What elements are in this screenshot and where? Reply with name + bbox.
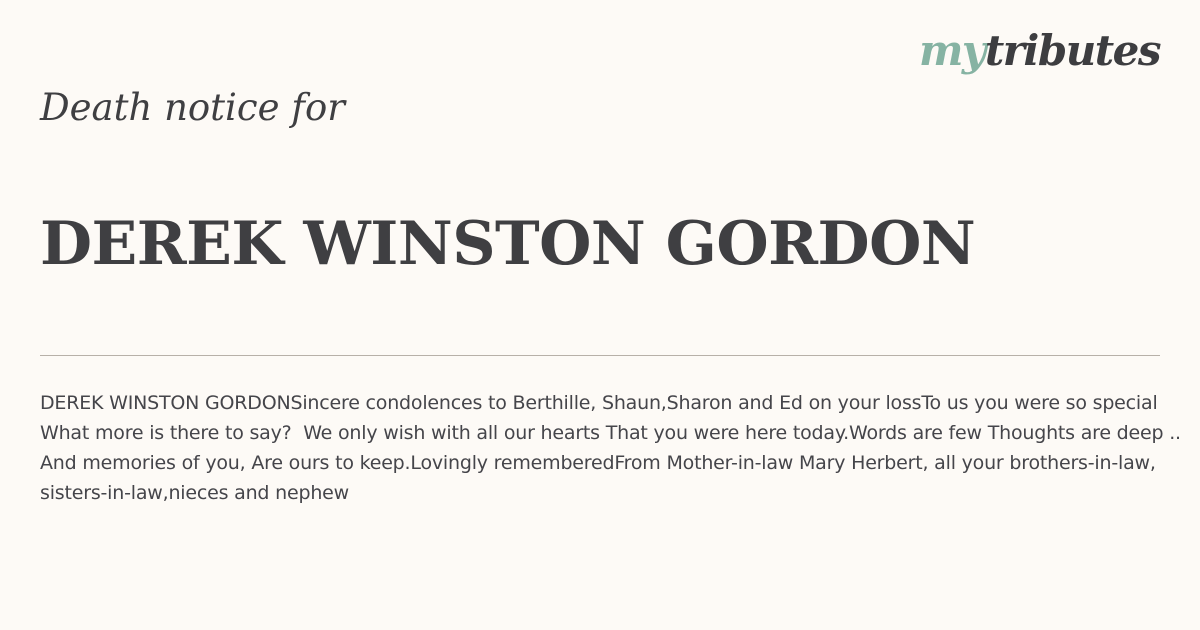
notice-text: DEREK WINSTON GORDONSincere condolences to Berthille, Shaun,Sharon and Ed on your lossTo us you were so special What more is there to say? We only wish with all our hearts That you were here today.Words are few Thoughts are deep .. And memories of you, Are ours to keep.Lovingly rememberedFrom Mother-in-law Mary Herbert, all your brothers-in-law, sisters-in-law,nieces and nephew xyxy=(40,392,1187,504)
divider xyxy=(40,355,1160,356)
mytributes-logo[interactable] xyxy=(918,26,1160,75)
logo-my-text: my xyxy=(918,26,985,75)
notice-kicker: Death notice for xyxy=(40,86,345,129)
deceased-name: DEREK WINSTON GORDON xyxy=(40,209,976,279)
logo-tributes-text: tributes xyxy=(984,26,1160,75)
